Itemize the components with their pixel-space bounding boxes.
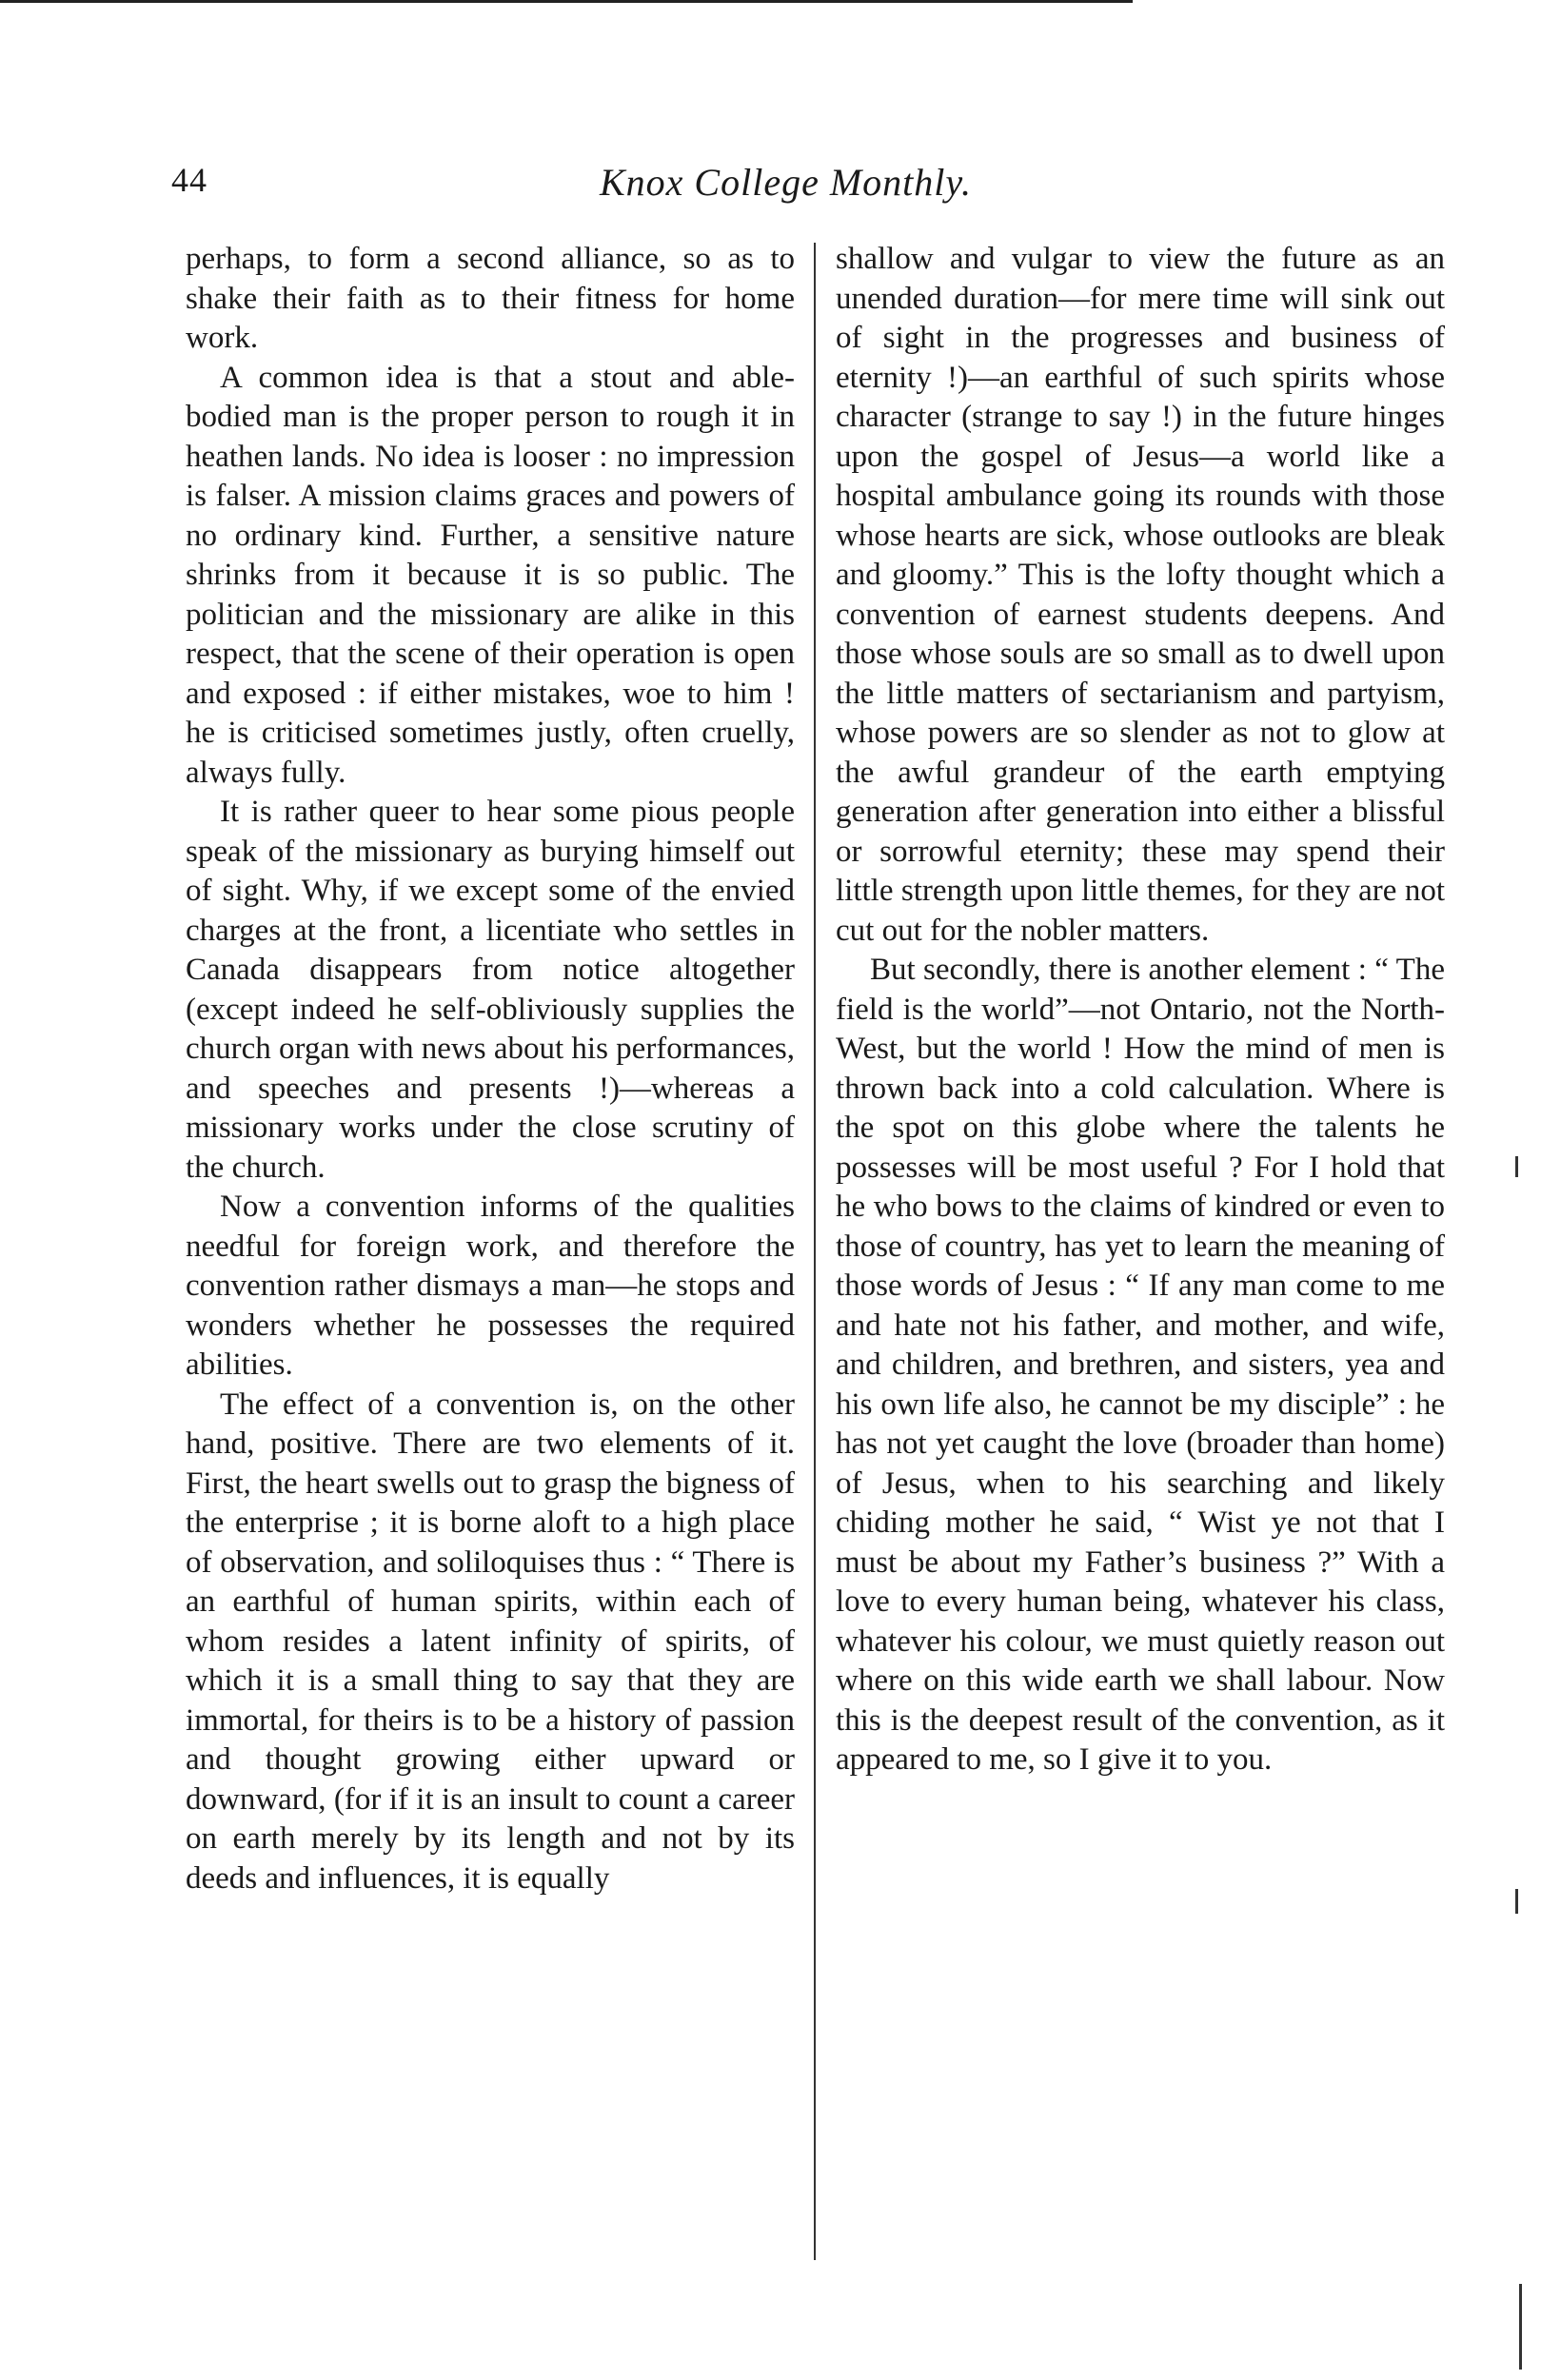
paragraph: It is rather queer to hear some pious people speak of the missionary as burying himself out of sight. Why, if we except some of the envied charges at the front, a licentiate who settles in Canada disappears from notice altogether (except indeed he self-obliviously supplies the church organ with news about his performances, and speeches and presents !)—whereas a missionary works under the close scrutiny of the church. xyxy=(186,795,795,1185)
top-rule xyxy=(0,0,1133,3)
running-title: Knox College Monthly. xyxy=(600,161,972,204)
paragraph: A common idea is that a stout and able-bodied man is the proper person to rough it in heathen lands. No idea is looser : no impression is falser. A mission claims graces and powers of no ordinary kind. Further, a sensitive nature shrinks from it because it is so public. The politician and the missionary are alike in this respect, that the scene of their operation is open and exposed : if either mistakes, woe to him ! he is criticised sometimes justly, often cruelly, always fully. xyxy=(186,360,795,790)
page-header xyxy=(0,160,1541,217)
margin-mark xyxy=(1515,1889,1518,1914)
margin-mark xyxy=(1519,2284,1522,2370)
paragraph: shallow and vulgar to view the future as an unended duration—for mere time will sink out of sight in the progresses and business of eternity !)—an earthful of such spirits whose character (strange to say !) in the future hinges upon the gospel of Jesus—a world like a hospital ambulance going its rounds with those whose hearts are sick, whose outlooks are bleak and gloomy.” This is the lofty thought which a convention of earnest students deepens. And those whose souls are so small as to dwell upon the little matters of sectarianism and partyism, whose powers are so slender as not to glow at the awful grandeur of the earth emptying generation after generation into either a blissful or sorrowful eternity; these may spend their little strength upon little themes, for they are not cut out for the nobler matters. xyxy=(836,242,1445,948)
paragraph: Now a convention informs of the qualities needful for foreign work, and therefore the convention rather dismays a man—he stops and wonders whether he possesses the required abilities. xyxy=(186,1190,795,1382)
right-column xyxy=(836,240,1445,1780)
paragraph: perhaps, to form a second alliance, so as to shake their faith as to their fitness for home work. xyxy=(186,242,795,355)
page-number: 44 xyxy=(171,161,207,199)
paragraph: But secondly, there is another element : “ The field is the world”—not Ontario, not the North-West, but the world ! How the mind of men is thrown back into a cold calculation. Where is the spot on this globe where the talents he possesses will be most useful ? For I hold that he who bows to the claims of kindred or even to those of country, has yet to learn the meaning of those words of Jesus : “ If any man come to me and hate not his father, and mother, and wife, and children, and brethren, and sisters, yea and his own life also, he cannot be my disciple” : he has not yet caught the love (broader than home) of Jesus, when to his searching and likely chiding mother he said, “ Wist ye not that I must be about my Father’s business ?” With a love to every human being, whatever his class, whatever his colour, we must quietly reason out where on this wide earth we shall labour. Now this is the deepest result of the convention, as it appeared to me, so I give it to you. xyxy=(836,953,1445,1777)
column-divider xyxy=(814,243,816,2260)
margin-mark xyxy=(1515,1156,1518,1177)
paragraph: The effect of a convention is, on the other hand, positive. There are two elements of it. First, the heart swells out to grasp the bigness of the enterprise ; it is borne aloft to a high place of observation, and soliloquises thus : “ There is an earthful of human spirits, within each of whom resides a latent infinity of spirits, of which it is a small thing to say that they are immortal, for theirs is to be a history of passion and thought growing either upward or downward, (for if it is an insult to count a career on earth merely by its length and not by its deeds and influences, it is equally xyxy=(186,1387,795,1896)
left-column xyxy=(186,240,795,1898)
